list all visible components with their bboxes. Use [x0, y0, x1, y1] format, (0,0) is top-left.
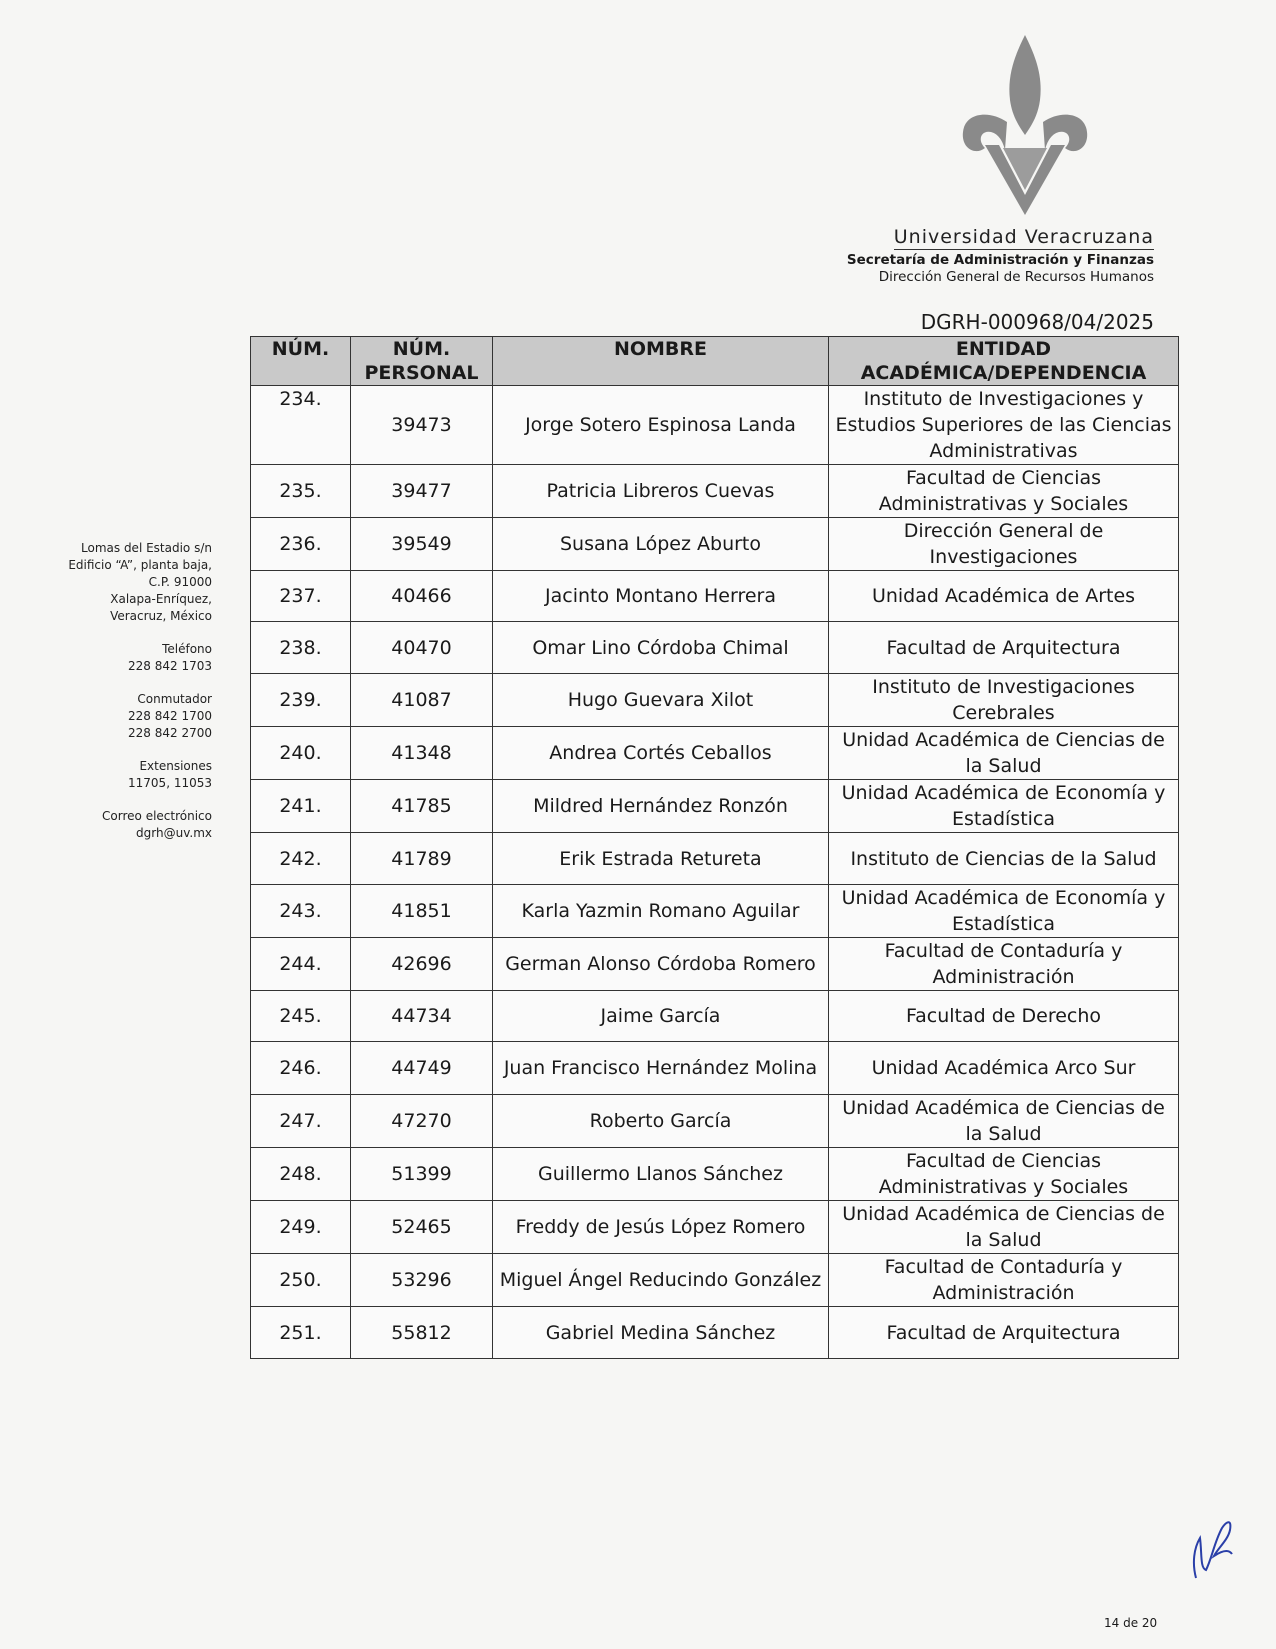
cell-num: 246. [251, 1042, 351, 1095]
cell-entidad: Instituto de Ciencias de la Salud [829, 833, 1179, 885]
table-row [251, 386, 1179, 465]
cell-nombre: Andrea Cortés Ceballos [493, 727, 829, 780]
table-row [251, 571, 1179, 622]
direccion-name: Dirección General de Recursos Humanos [878, 269, 1154, 285]
cell-personal: 44749 [351, 1042, 493, 1095]
cell-nombre: Guillermo Llanos Sánchez [493, 1148, 829, 1201]
cell-personal: 52465 [351, 1201, 493, 1254]
phone-block [32, 641, 212, 675]
cell-personal: 51399 [351, 1148, 493, 1201]
email-label: Correo electrónico [102, 809, 212, 823]
cell-nombre: Mildred Hernández Ronzón [493, 780, 829, 833]
address-line: C.P. 91000 [148, 575, 212, 589]
cell-nombre: Erik Estrada Retureta [493, 833, 829, 885]
header-nombre: NOMBRE [493, 337, 829, 386]
header-personal: NÚM. PERSONAL [351, 337, 493, 386]
cell-entidad: Unidad Académica de Ciencias de la Salud [829, 727, 1179, 780]
cell-personal: 41348 [351, 727, 493, 780]
table-row [251, 780, 1179, 833]
cell-entidad: Instituto de Investigaciones Cerebrales [829, 674, 1179, 727]
cell-entidad: Facultad de Ciencias Administrativas y Sociales [829, 465, 1179, 518]
page-number: 14 de 20 [1104, 1616, 1158, 1630]
cell-num: 240. [251, 727, 351, 780]
table-row [251, 885, 1179, 938]
cell-personal: 44734 [351, 991, 493, 1042]
cell-personal: 39473 [351, 386, 493, 465]
cell-num: 241. [251, 780, 351, 833]
cell-entidad: Unidad Académica de Economía y Estadística [829, 885, 1179, 938]
cell-entidad: Facultad de Arquitectura [829, 622, 1179, 674]
cell-personal: 55812 [351, 1307, 493, 1359]
cell-num: 249. [251, 1201, 351, 1254]
table-row [251, 1201, 1179, 1254]
cell-entidad: Facultad de Contaduría y Administración [829, 938, 1179, 991]
cell-nombre: Hugo Guevara Xilot [493, 674, 829, 727]
email-value: dgrh@uv.mx [136, 826, 212, 840]
table-row [251, 833, 1179, 885]
cell-nombre: Freddy de Jesús López Romero [493, 1201, 829, 1254]
cell-personal: 41851 [351, 885, 493, 938]
cell-personal: 42696 [351, 938, 493, 991]
cell-entidad: Unidad Académica de Ciencias de la Salud [829, 1095, 1179, 1148]
cell-nombre: Omar Lino Córdoba Chimal [493, 622, 829, 674]
cell-personal: 47270 [351, 1095, 493, 1148]
table-row [251, 622, 1179, 674]
document-code: DGRH-000968/04/2025 [920, 310, 1154, 334]
header-num: NÚM. [251, 337, 351, 386]
cell-nombre: Jacinto Montano Herrera [493, 571, 829, 622]
cell-personal: 40470 [351, 622, 493, 674]
cell-personal: 53296 [351, 1254, 493, 1307]
address-line: Lomas del Estadio s/n [81, 541, 212, 555]
table-row [251, 465, 1179, 518]
address-line: Edificio “A”, planta baja, [68, 558, 212, 572]
cell-num: 243. [251, 885, 351, 938]
cell-entidad: Unidad Académica Arco Sur [829, 1042, 1179, 1095]
email-block [32, 808, 212, 842]
header-entidad: ENTIDAD ACADÉMICA/DEPENDENCIA [829, 337, 1179, 386]
table-header-row [251, 337, 1179, 386]
table-row [251, 1042, 1179, 1095]
university-name: Universidad Veracruzana [893, 226, 1154, 248]
cell-nombre: Karla Yazmin Romano Aguilar [493, 885, 829, 938]
cell-entidad: Facultad de Arquitectura [829, 1307, 1179, 1359]
cell-personal: 41785 [351, 780, 493, 833]
address-line: Xalapa-Enríquez, [110, 592, 212, 606]
cell-num: 247. [251, 1095, 351, 1148]
cell-personal: 41087 [351, 674, 493, 727]
cell-num: 237. [251, 571, 351, 622]
table-row [251, 1148, 1179, 1201]
cell-personal: 39549 [351, 518, 493, 571]
extensions-value: 11705, 11053 [128, 776, 212, 790]
cell-entidad: Facultad de Contaduría y Administración [829, 1254, 1179, 1307]
university-logo [955, 30, 1095, 220]
cell-nombre: Patricia Libreros Cuevas [493, 465, 829, 518]
table-row [251, 991, 1179, 1042]
cell-entidad: Unidad Académica de Artes [829, 571, 1179, 622]
cell-entidad: Instituto de Investigaciones y Estudios Superiores de las Ciencias Administrativas [829, 386, 1179, 465]
cell-nombre: Jaime García [493, 991, 829, 1042]
switch-label: Conmutador [137, 692, 212, 706]
table-row [251, 674, 1179, 727]
cell-entidad: Facultad de Ciencias Administrativas y Sociales [829, 1148, 1179, 1201]
switch-number: 228 842 2700 [128, 726, 212, 740]
signature [1188, 1508, 1238, 1583]
switch-block [32, 691, 212, 742]
switch-number: 228 842 1700 [128, 709, 212, 723]
cell-personal: 39477 [351, 465, 493, 518]
cell-num: 234. [251, 386, 351, 465]
table-row [251, 727, 1179, 780]
cell-entidad: Unidad Académica de Economía y Estadística [829, 780, 1179, 833]
table-row [251, 938, 1179, 991]
table-row [251, 1254, 1179, 1307]
cell-nombre: Miguel Ángel Reducindo González [493, 1254, 829, 1307]
cell-num: 248. [251, 1148, 351, 1201]
table-row [251, 1307, 1179, 1359]
extensions-block [32, 758, 212, 792]
secretaria-name: Secretaría de Administración y Finanzas [846, 252, 1154, 268]
cell-num: 250. [251, 1254, 351, 1307]
cell-nombre: Jorge Sotero Espinosa Landa [493, 386, 829, 465]
personnel-table [250, 336, 1179, 1359]
cell-num: 235. [251, 465, 351, 518]
phone-label: Teléfono [162, 642, 212, 656]
table-row [251, 518, 1179, 571]
cell-entidad: Unidad Académica de Ciencias de la Salud [829, 1201, 1179, 1254]
cell-num: 245. [251, 991, 351, 1042]
cell-entidad: Facultad de Derecho [829, 991, 1179, 1042]
cell-num: 244. [251, 938, 351, 991]
contact-sidebar [32, 540, 212, 858]
cell-nombre: Juan Francisco Hernández Molina [493, 1042, 829, 1095]
cell-nombre: Roberto García [493, 1095, 829, 1148]
cell-num: 236. [251, 518, 351, 571]
extensions-label: Extensiones [139, 759, 212, 773]
address-block [32, 540, 212, 625]
phone-number: 228 842 1703 [128, 659, 212, 673]
cell-nombre: Susana López Aburto [493, 518, 829, 571]
cell-num: 242. [251, 833, 351, 885]
cell-personal: 40466 [351, 571, 493, 622]
cell-num: 238. [251, 622, 351, 674]
table-row [251, 1095, 1179, 1148]
cell-nombre: Gabriel Medina Sánchez [493, 1307, 829, 1359]
cell-num: 239. [251, 674, 351, 727]
cell-entidad: Dirección General de Investigaciones [829, 518, 1179, 571]
cell-num: 251. [251, 1307, 351, 1359]
address-line: Veracruz, México [110, 609, 212, 623]
cell-nombre: German Alonso Córdoba Romero [493, 938, 829, 991]
letterhead [847, 226, 1154, 285]
cell-personal: 41789 [351, 833, 493, 885]
